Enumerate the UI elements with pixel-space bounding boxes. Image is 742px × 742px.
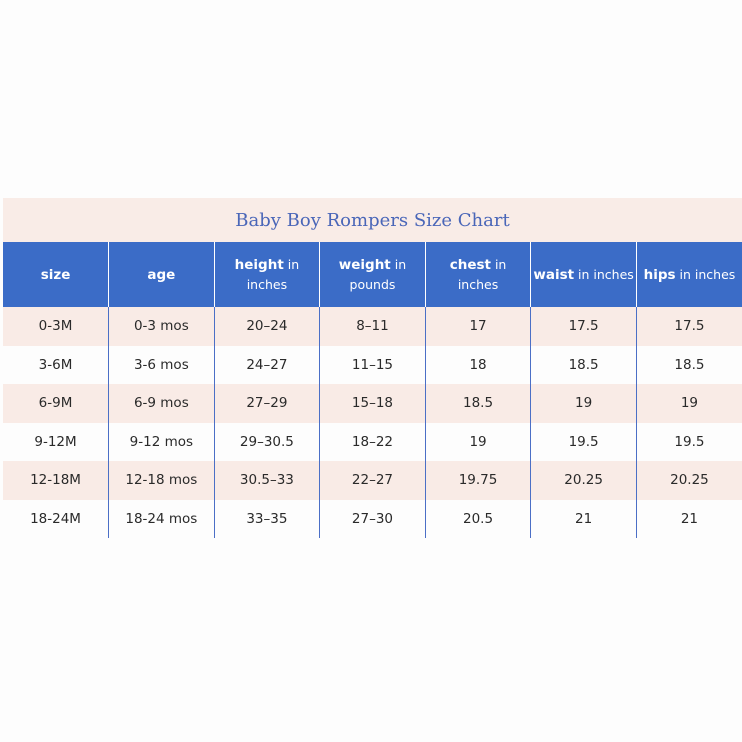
cell-age: 0-3 mos xyxy=(109,307,215,346)
cell-chest: 18.5 xyxy=(425,384,531,423)
cell-weight: 22–27 xyxy=(320,461,426,500)
cell-height: 30.5–33 xyxy=(214,461,320,500)
cell-waist: 19.5 xyxy=(531,423,637,462)
size-chart xyxy=(3,198,742,538)
cell-hips: 21 xyxy=(636,500,742,539)
table-row xyxy=(3,500,742,539)
cell-chest: 19 xyxy=(425,423,531,462)
cell-height: 29–30.5 xyxy=(214,423,320,462)
cell-age: 6-9 mos xyxy=(109,384,215,423)
cell-waist: 19 xyxy=(531,384,637,423)
cell-size: 3-6M xyxy=(3,346,109,385)
header-weight: weight in pounds xyxy=(320,242,426,307)
cell-waist: 21 xyxy=(531,500,637,539)
cell-weight: 11–15 xyxy=(320,346,426,385)
size-table xyxy=(3,242,742,538)
cell-weight: 8–11 xyxy=(320,307,426,346)
table-row xyxy=(3,423,742,462)
cell-age: 18-24 mos xyxy=(109,500,215,539)
header-size: size xyxy=(3,242,109,307)
cell-weight: 27–30 xyxy=(320,500,426,539)
header-age: age xyxy=(109,242,215,307)
header-waist: waist in inches xyxy=(531,242,637,307)
cell-size: 0-3M xyxy=(3,307,109,346)
cell-hips: 18.5 xyxy=(636,346,742,385)
cell-size: 6-9M xyxy=(3,384,109,423)
cell-waist: 17.5 xyxy=(531,307,637,346)
cell-size: 18-24M xyxy=(3,500,109,539)
cell-height: 20–24 xyxy=(214,307,320,346)
cell-age: 9-12 mos xyxy=(109,423,215,462)
cell-size: 12-18M xyxy=(3,461,109,500)
header-chest: chest in inches xyxy=(425,242,531,307)
cell-waist: 18.5 xyxy=(531,346,637,385)
cell-height: 24–27 xyxy=(214,346,320,385)
header-row xyxy=(3,242,742,307)
cell-chest: 17 xyxy=(425,307,531,346)
cell-height: 27–29 xyxy=(214,384,320,423)
cell-height: 33–35 xyxy=(214,500,320,539)
table-row xyxy=(3,461,742,500)
cell-hips: 19.5 xyxy=(636,423,742,462)
table-body xyxy=(3,307,742,538)
cell-chest: 18 xyxy=(425,346,531,385)
table-row xyxy=(3,384,742,423)
table-row xyxy=(3,346,742,385)
cell-hips: 17.5 xyxy=(636,307,742,346)
table-row xyxy=(3,307,742,346)
cell-waist: 20.25 xyxy=(531,461,637,500)
cell-size: 9-12M xyxy=(3,423,109,462)
cell-hips: 20.25 xyxy=(636,461,742,500)
cell-chest: 19.75 xyxy=(425,461,531,500)
header-hips: hips in inches xyxy=(636,242,742,307)
cell-weight: 18–22 xyxy=(320,423,426,462)
chart-title: Baby Boy Rompers Size Chart xyxy=(3,198,742,242)
cell-age: 12-18 mos xyxy=(109,461,215,500)
cell-hips: 19 xyxy=(636,384,742,423)
header-height: height in inches xyxy=(214,242,320,307)
cell-age: 3-6 mos xyxy=(109,346,215,385)
cell-chest: 20.5 xyxy=(425,500,531,539)
cell-weight: 15–18 xyxy=(320,384,426,423)
